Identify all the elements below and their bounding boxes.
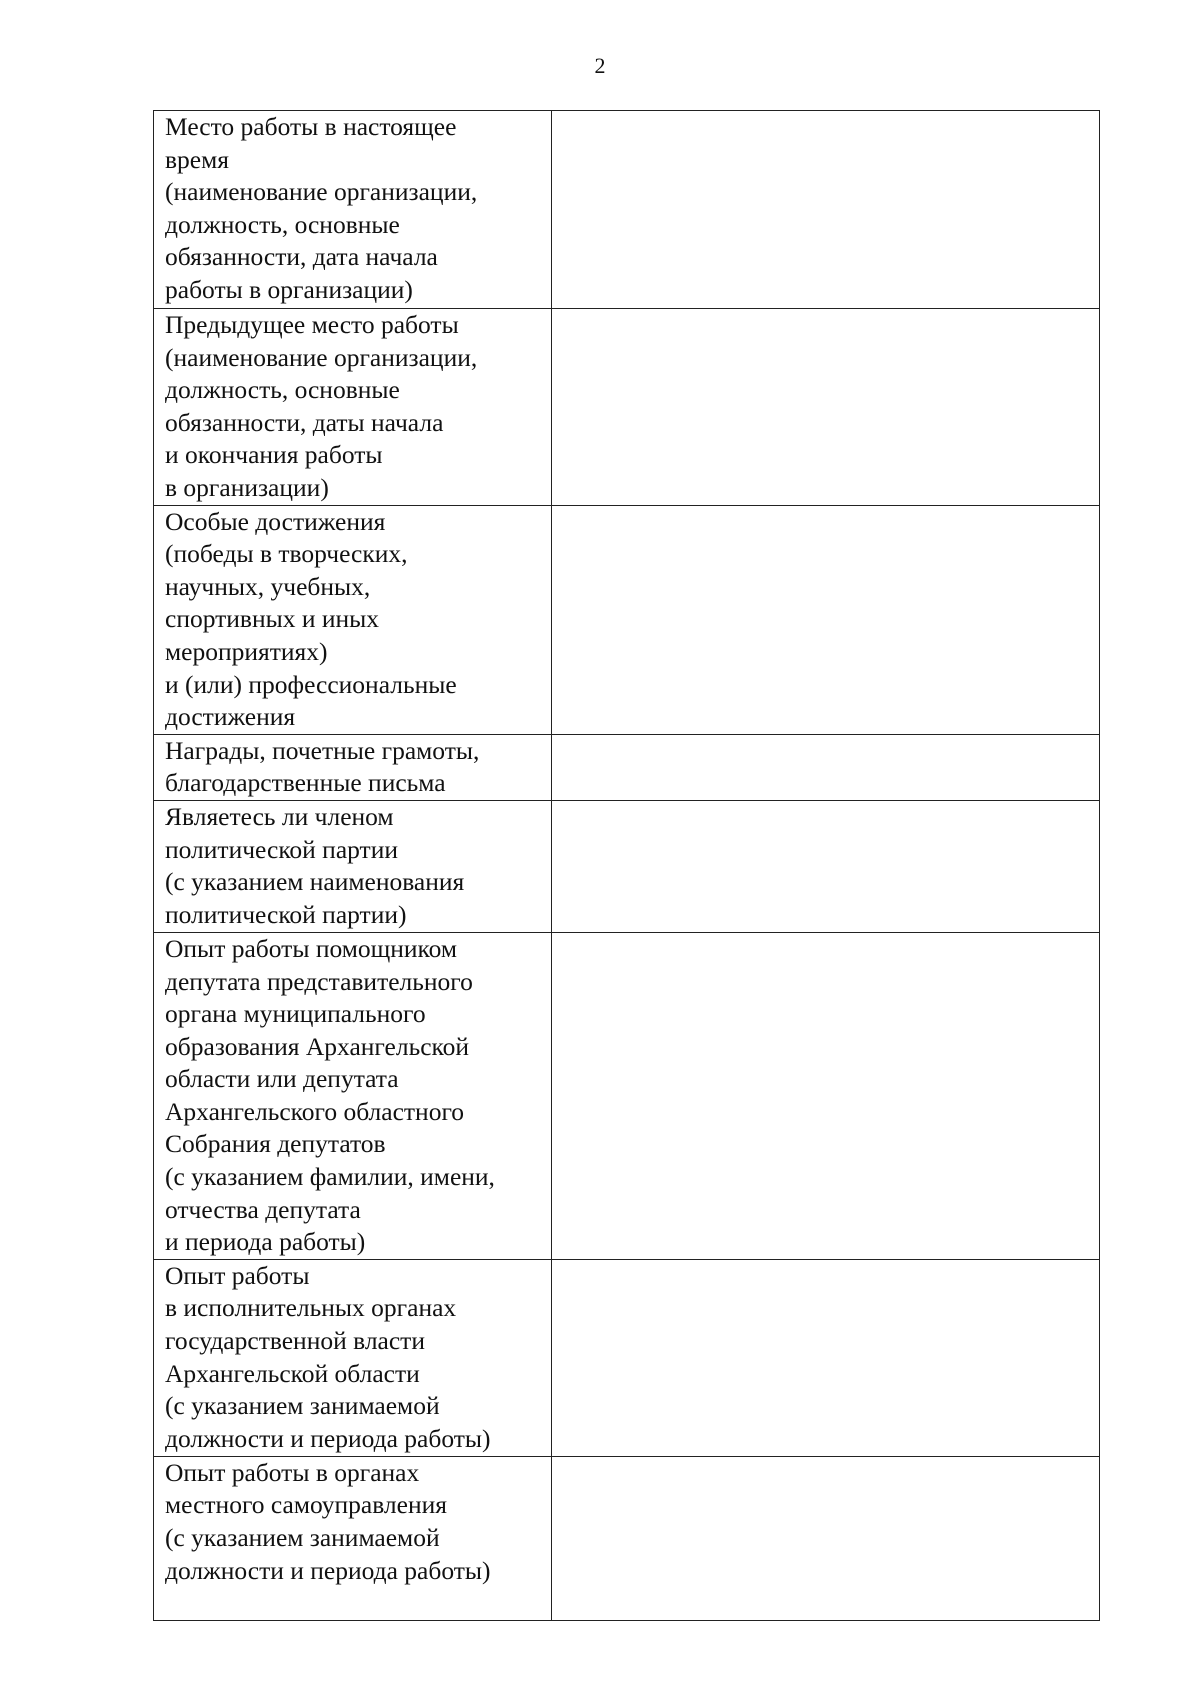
value-field-local-government-experience[interactable] bbox=[552, 1456, 1100, 1620]
table-row-executive-bodies-experience bbox=[154, 1259, 1100, 1456]
table-row-current-workplace bbox=[154, 111, 1100, 309]
value-field-executive-bodies-experience[interactable] bbox=[552, 1259, 1100, 1456]
label-cell-previous-workplace bbox=[154, 309, 552, 506]
table-row-awards bbox=[154, 734, 1100, 800]
page-number: 2 bbox=[594, 53, 606, 78]
field-label-special-achievements: Особые достижения (победы в творческих, научных, учебных, спортивных и иных мероприятиях) и (или) профессиональные достижения bbox=[165, 506, 457, 732]
table-row-party-membership bbox=[154, 800, 1100, 932]
questionnaire-table bbox=[153, 110, 1100, 1621]
table-row-deputy-assistant-experience bbox=[154, 932, 1100, 1259]
label-cell-deputy-assistant-experience bbox=[154, 932, 552, 1259]
value-field-current-workplace[interactable] bbox=[552, 111, 1100, 309]
value-field-special-achievements[interactable] bbox=[552, 505, 1100, 734]
label-cell-current-workplace bbox=[154, 111, 552, 309]
field-label-awards: Награды, почетные грамоты, благодарственные письма bbox=[165, 735, 480, 798]
label-cell-party-membership bbox=[154, 800, 552, 932]
label-cell-local-government-experience bbox=[154, 1456, 552, 1620]
table-row-special-achievements bbox=[154, 505, 1100, 734]
table-row-previous-workplace bbox=[154, 309, 1100, 506]
field-label-current-workplace: Место работы в настоящее время (наименование организации, должность, основные обязанности, дата начала работы в организации) bbox=[165, 112, 478, 304]
label-cell-special-achievements bbox=[154, 505, 552, 734]
field-label-executive-bodies-experience: Опыт работы в исполнительных органах государственной власти Архангельской области (с указанием занимаемой должности и периода работы) bbox=[165, 1260, 491, 1453]
field-label-local-government-experience: Опыт работы в органах местного самоуправления (с указанием занимаемой должности и периода работы) bbox=[165, 1457, 491, 1585]
value-field-party-membership[interactable] bbox=[552, 800, 1100, 932]
field-label-previous-workplace: Предыдущее место работы (наименование организации, должность, основные обязанности, даты начала и окончания работы в организации) bbox=[165, 310, 478, 502]
label-cell-executive-bodies-experience bbox=[154, 1259, 552, 1456]
label-cell-awards bbox=[154, 734, 552, 800]
value-field-awards[interactable] bbox=[552, 734, 1100, 800]
field-label-deputy-assistant-experience: Опыт работы помощником депутата представительного органа муниципального образования Архангельской области или депутата Архангельского областного Собрания депутатов (с указанием фамилии, имени, отчества депутата и периода работы) bbox=[165, 933, 495, 1257]
value-field-previous-workplace[interactable] bbox=[552, 309, 1100, 506]
table-row-local-government-experience bbox=[154, 1456, 1100, 1620]
value-field-deputy-assistant-experience[interactable] bbox=[552, 932, 1100, 1259]
field-label-party-membership: Являетесь ли членом политической партии (с указанием наименования политической партии) bbox=[165, 801, 465, 929]
